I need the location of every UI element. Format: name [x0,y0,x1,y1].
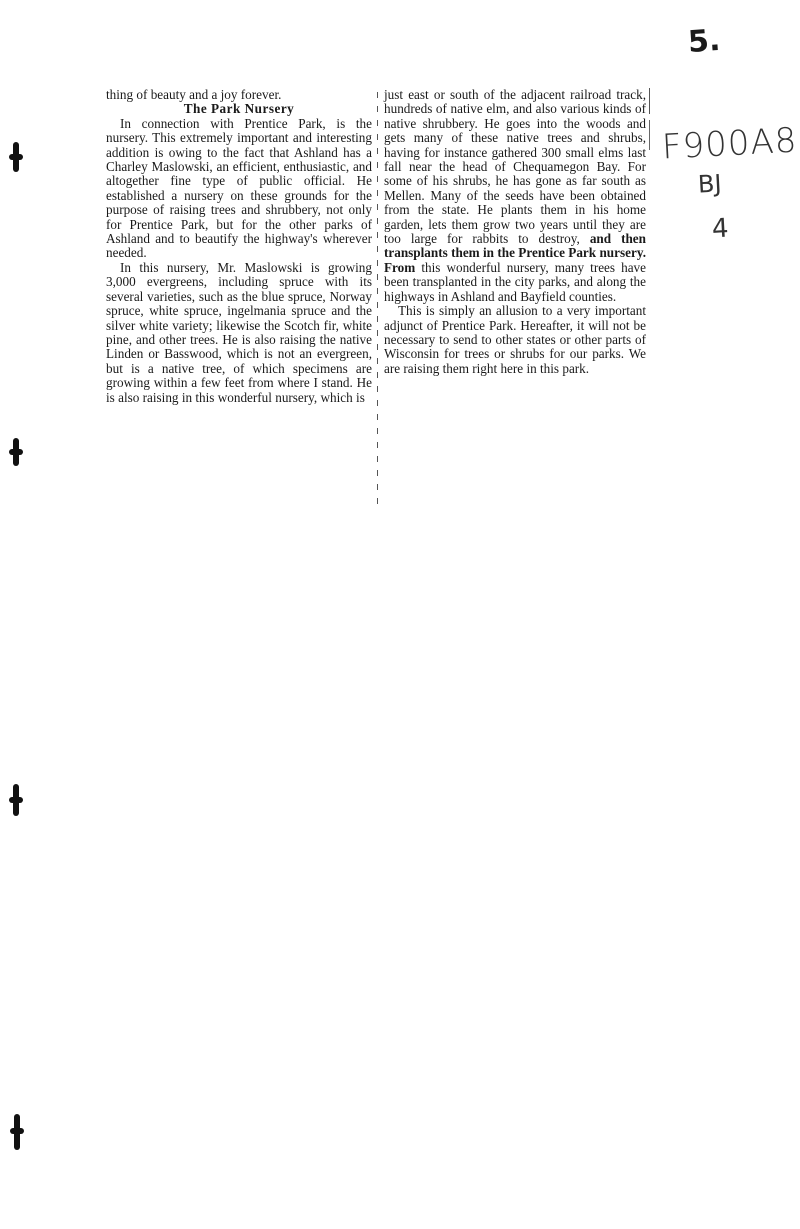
paragraph-text: just east or south of the adjacent railroad track, hundreds of native elm, and also various kinds of native shrubbery. He goes into the woods and gets many of these native trees and shrubs, having for instance gathered 300 small elms last fall near the head of Chequamegon Bay. For some of his shrubs, he has gone as far south as Mellen. Many of the seeds have been obtained from the state. He plants them in his home garden, lets them grow two years until they are too large for rabbits to destroy, [384,87,646,247]
handwritten-catalog-note: F900A8 [661,120,799,168]
article-paragraph: In this nursery, Mr. Maslowski is growing 3,000 evergreens, including spruce with its several varieties, such as the blue spruce, Norway spruce, white spruce, ingelmania spruce and the silver white variety; likewise the Scotch fir, white pine, and other trees. He is also raising the native Linden or Basswood, which is not an evergreen, but is a native tree, of which specimens are growing within a few feet from where I stand. He is also raising in this wonderful nursery, which is [106,259,372,405]
binder-punch-mark [13,784,19,816]
bold-text-run: and then transplants them in the Prentice Park nursery. From [384,231,646,275]
article-opening-line: thing of beauty and a joy forever. [106,87,282,102]
section-heading: The Park Nursery [183,101,295,117]
article-right-column [384,88,646,376]
article-left-column [106,88,372,405]
article-paragraph: In connection with Prentice Park, is the nursery. This extremely important and interesting addition is owing to the fact that Ashland has a Charley Maslowski, an efficient, enthusiastic, and altogether fine type of public official. He established a nursery on these grounds for the purpose of raising trees and shrubbery, not only for Prentice Park, but for the other parks of Ashland and to beautify the highway's wherever needed. [106,115,372,261]
binder-punch-mark [14,1114,20,1150]
column-divider [377,92,378,512]
column-edge-mark [649,120,650,150]
handwritten-number-note: 4 [711,213,730,245]
binder-punch-mark [13,142,19,172]
article-paragraph [384,88,646,304]
handwritten-initials-note: BJ [697,169,723,199]
article-paragraph: This is simply an allusion to a very important adjunct of Prentice Park. Hereafter, it will not be necessary to send to other states or other parts of Wisconsin for trees or shrubs for our parks. We are raising them right here in this park. [384,303,646,376]
page-number: 5. [686,22,722,61]
binder-punch-mark [13,438,19,466]
column-edge-mark [649,88,650,114]
paragraph-text: this wonderful nursery, many trees have been transplanted in the city parks, and along the highways in Ashland and Bayfield counties. [384,259,647,304]
